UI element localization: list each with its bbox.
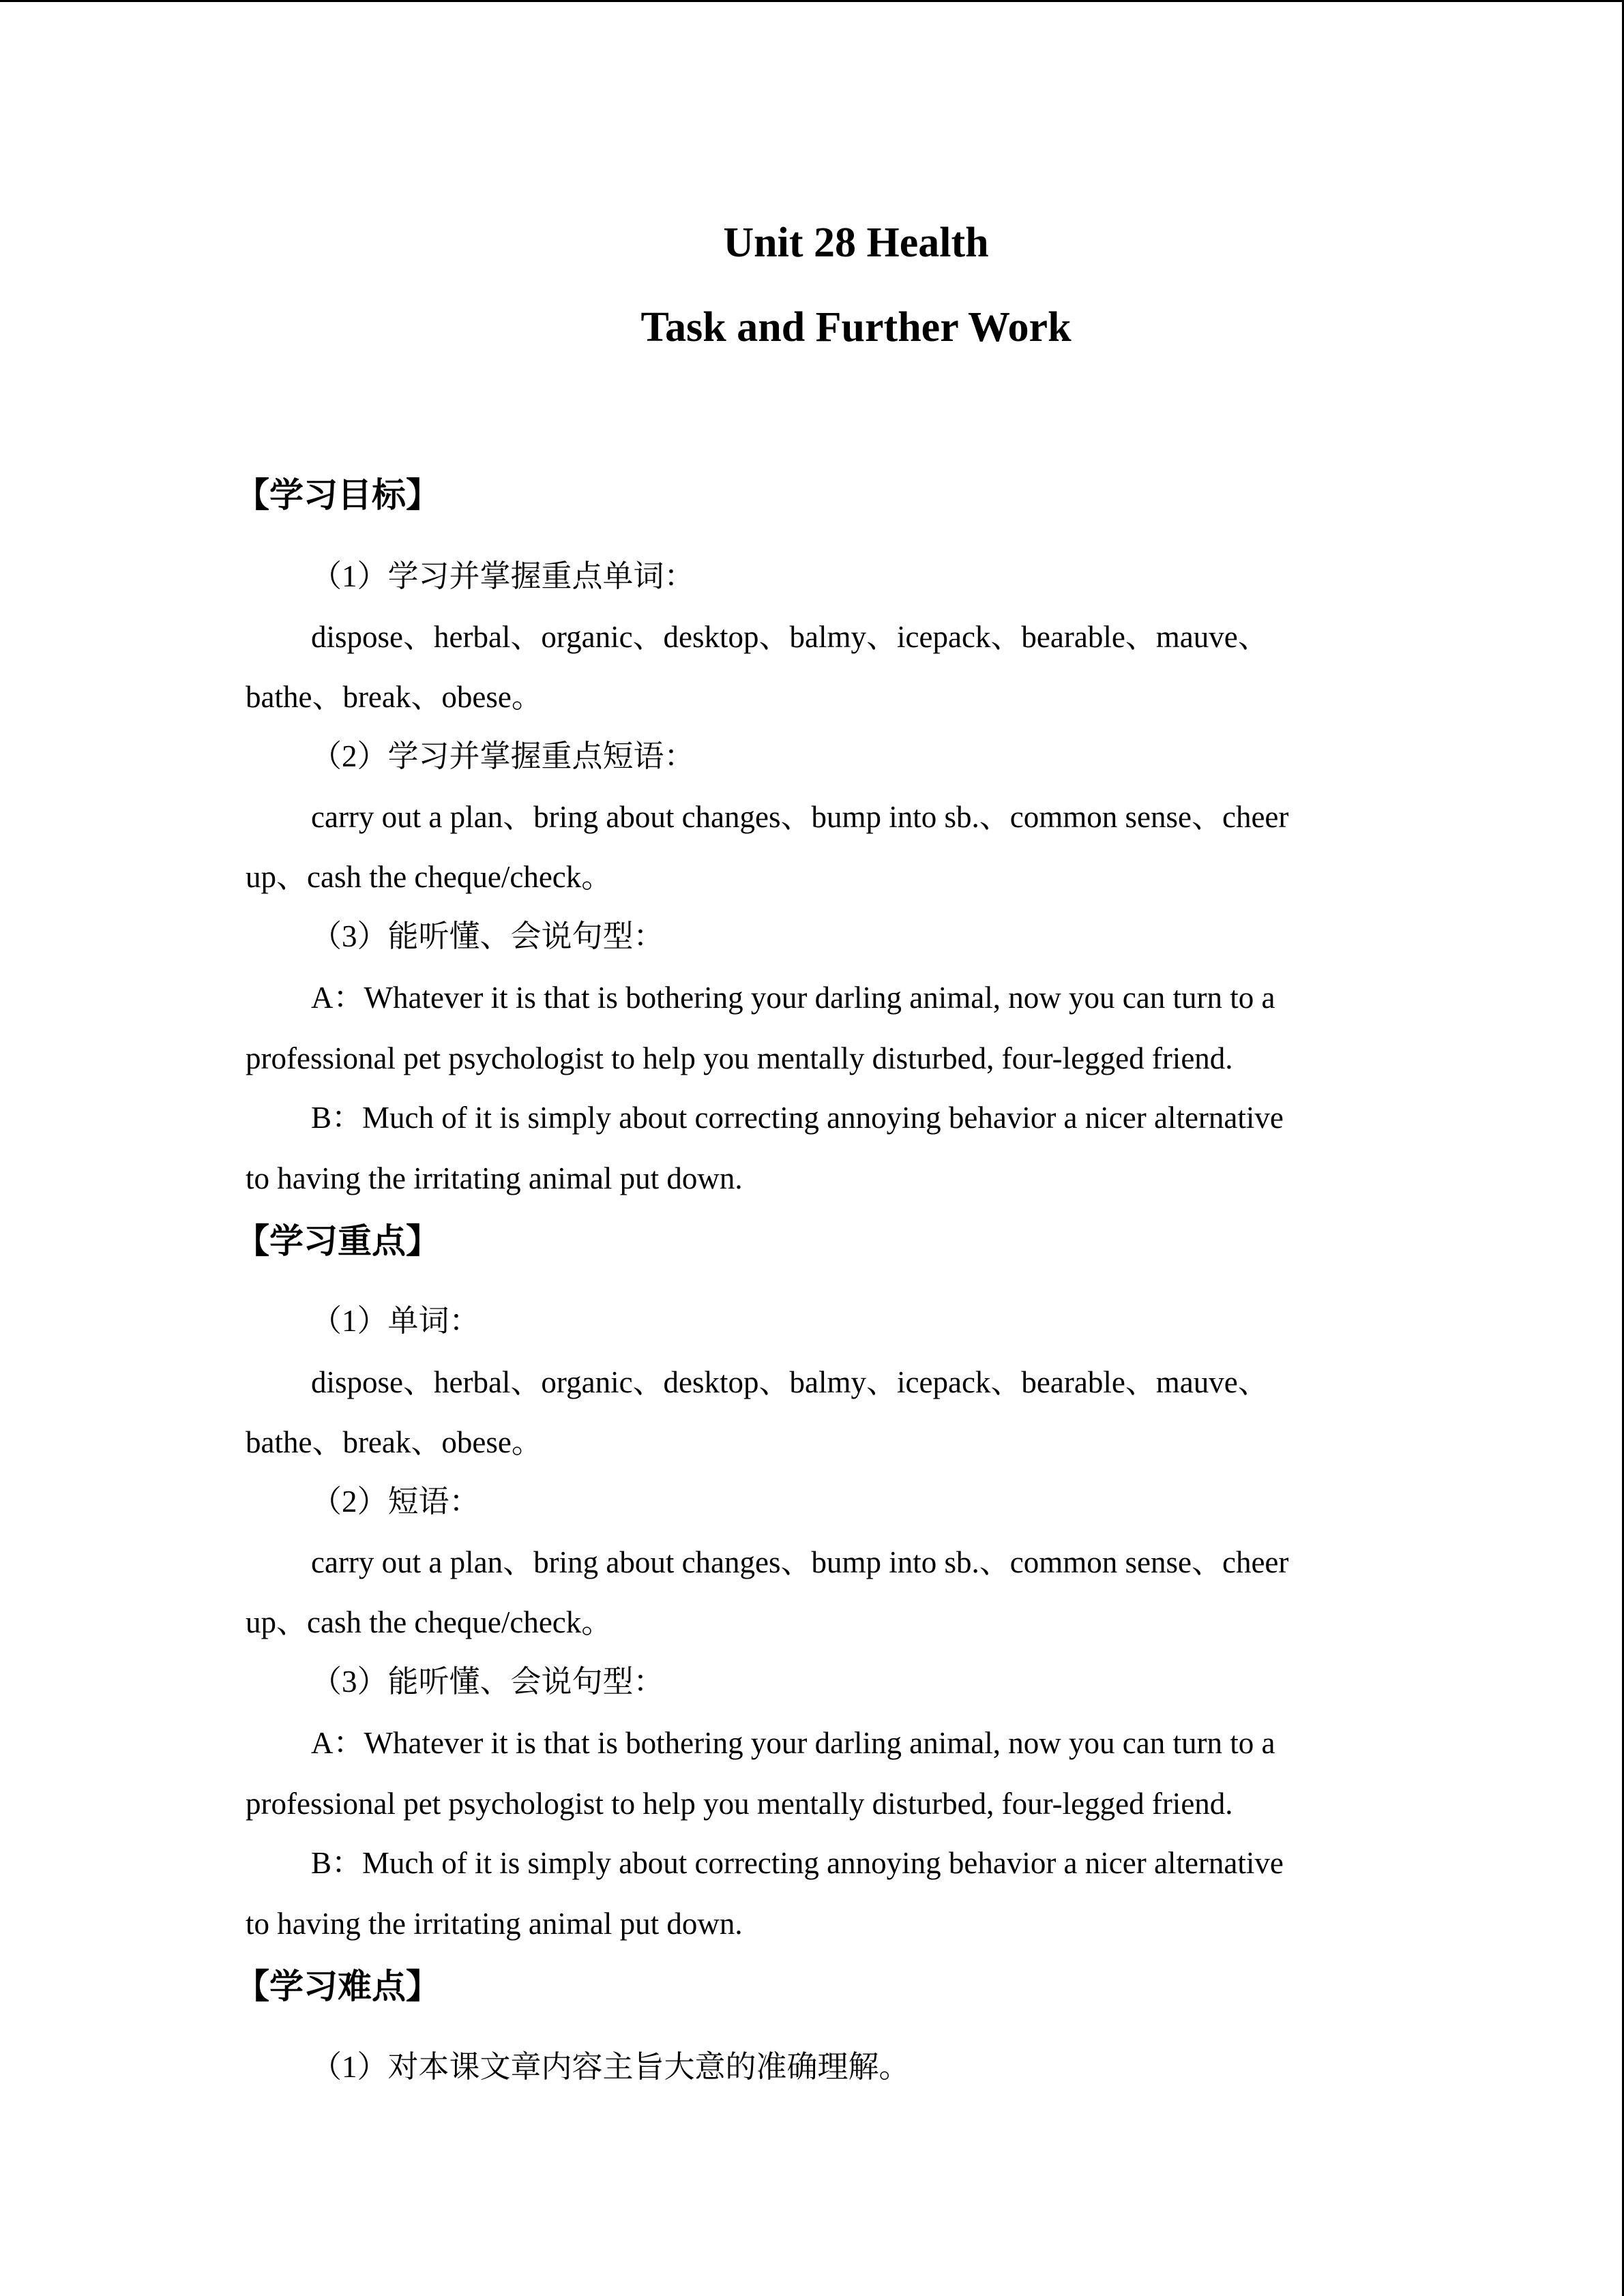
objectives-sentence-a-line2: professional pet psychologist to help you mentally disturbed, four-legged friend. [246,1041,1233,1075]
section-heading-key-points: 【学习重点】 [235,1221,440,1261]
key-points-phrases-line2: up、cash the cheque/check。 [246,1605,612,1639]
objectives-item1-label: （1）学习并掌握重点单词： [311,559,695,593]
key-points-item3-label: （3）能听懂、会说句型： [311,1665,664,1699]
key-points-sentence-b-line1: B：Much of it is simply about correcting annoying behavior a nicer alternative [311,1846,1284,1880]
key-points-sentence-a-line2: professional pet psychologist to help you mentally disturbed, four-legged friend. [246,1787,1233,1821]
difficulties-item1: （1）对本课文章内容主旨大意的准确理解。 [311,2050,910,2084]
key-points-item2-label: （2）短语： [311,1485,480,1519]
section-heading-objectives: 【学习目标】 [235,475,440,515]
document-subtitle: Task and Further Work [640,304,1072,351]
objectives-phrases-line2: up、cash the cheque/check。 [246,860,612,894]
objectives-phrases-line1: carry out a plan、bring about changes、bump into sb.、common sense、cheer [311,800,1289,834]
key-points-words-line2: bathe、break、obese。 [246,1425,542,1459]
objectives-words-line1: dispose、herbal、organic、desktop、balmy、icepack、bearable、mauve、 [311,620,1269,654]
key-points-sentence-b-line2: to having the irritating animal put down. [246,1907,743,1941]
objectives-item2-label: （2）学习并掌握重点短语： [311,739,695,773]
objectives-sentence-b-line1: B：Much of it is simply about correcting annoying behavior a nicer alternative [311,1101,1284,1135]
key-points-sentence-a-line1: A：Whatever it is that is bothering your darling animal, now you can turn to a [311,1726,1275,1760]
objectives-item3-label: （3）能听懂、会说句型： [311,919,664,953]
key-points-item1-label: （1）单词： [311,1304,480,1338]
section-heading-difficulties: 【学习难点】 [235,1967,440,2006]
objectives-sentence-b-line2: to having the irritating animal put down. [246,1161,743,1195]
objectives-sentence-a-line1: A：Whatever it is that is bothering your darling animal, now you can turn to a [311,981,1275,1015]
key-points-phrases-line1: carry out a plan、bring about changes、bump into sb.、common sense、cheer [311,1545,1289,1579]
objectives-words-line2: bathe、break、obese。 [246,680,542,714]
key-points-words-line1: dispose、herbal、organic、desktop、balmy、icepack、bearable、mauve、 [311,1365,1269,1399]
document-title: Unit 28 Health [723,220,989,266]
